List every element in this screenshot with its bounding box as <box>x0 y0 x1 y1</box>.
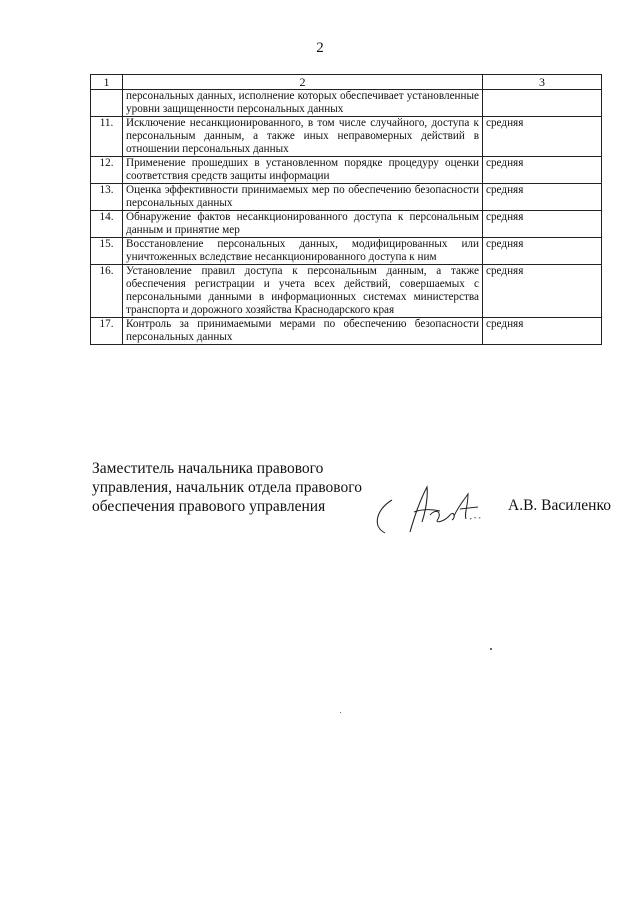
table-row <box>91 184 602 211</box>
signer-name: А.В. Василенко <box>508 497 611 514</box>
page-number: 2 <box>316 40 324 56</box>
handwritten-signature <box>370 482 500 540</box>
measures-table <box>90 74 602 345</box>
signoff-line-3: обеспечения правового управления <box>92 498 326 515</box>
table-row <box>91 211 602 238</box>
row-level: средняя <box>483 157 602 184</box>
table-row <box>91 318 602 345</box>
signoff-line-2: управления, начальник отдела правового <box>92 479 362 496</box>
row-number: 16. <box>91 265 123 318</box>
table-row <box>91 90 602 117</box>
header-col-3: 3 <box>483 75 602 90</box>
table-row <box>91 238 602 265</box>
row-level: средняя <box>483 265 602 318</box>
signoff-position <box>92 459 362 516</box>
row-level <box>483 90 602 117</box>
row-number: 17. <box>91 318 123 345</box>
row-level: средняя <box>483 238 602 265</box>
table-row <box>91 265 602 318</box>
signoff-line-1: Заместитель начальника правового <box>92 460 324 477</box>
row-level: средняя <box>483 211 602 238</box>
row-level: средняя <box>483 318 602 345</box>
row-number: 15. <box>91 238 123 265</box>
row-text: Исключение несанкционированного, в том числе случайного, доступа к персональным данным, а также иных неправомерных действий в отношении персональных данных <box>123 117 483 157</box>
row-text: Контроль за принимаемыми мерами по обеспечению безопасности персональных данных <box>123 318 483 345</box>
row-number <box>91 90 123 117</box>
header-col-2: 2 <box>123 75 483 90</box>
row-text: Применение прошедших в установленном порядке процедуру оценки соответствия средств защиты информации <box>123 157 483 184</box>
table-row <box>91 117 602 157</box>
row-text: персональных данных, исполнение которых обеспечивает установленные уровни защищенности персональных данных <box>123 90 483 117</box>
row-number: 12. <box>91 157 123 184</box>
scan-speck <box>490 648 492 650</box>
table-header-row <box>91 75 602 90</box>
row-number: 14. <box>91 211 123 238</box>
row-number: 11. <box>91 117 123 157</box>
row-text: Восстановление персональных данных, модифицированных или уничтоженных вследствие несанкционированного доступа к ним <box>123 238 483 265</box>
row-text: Установление правил доступа к персональным данным, а также обеспечения регистрации и учета всех действий, совершаемых с персональными данными в информационных системах министерства транспорта и дорожного хозяйства Краснодарского края <box>123 265 483 318</box>
row-level: средняя <box>483 184 602 211</box>
row-number: 13. <box>91 184 123 211</box>
scan-speck <box>340 712 341 713</box>
table-row <box>91 157 602 184</box>
header-col-1: 1 <box>91 75 123 90</box>
row-level: средняя <box>483 117 602 157</box>
row-text: Обнаружение фактов несанкционированного доступа к персональным данным и принятие мер <box>123 211 483 238</box>
row-text: Оценка эффективности принимаемых мер по обеспечению безопасности персональных данных <box>123 184 483 211</box>
